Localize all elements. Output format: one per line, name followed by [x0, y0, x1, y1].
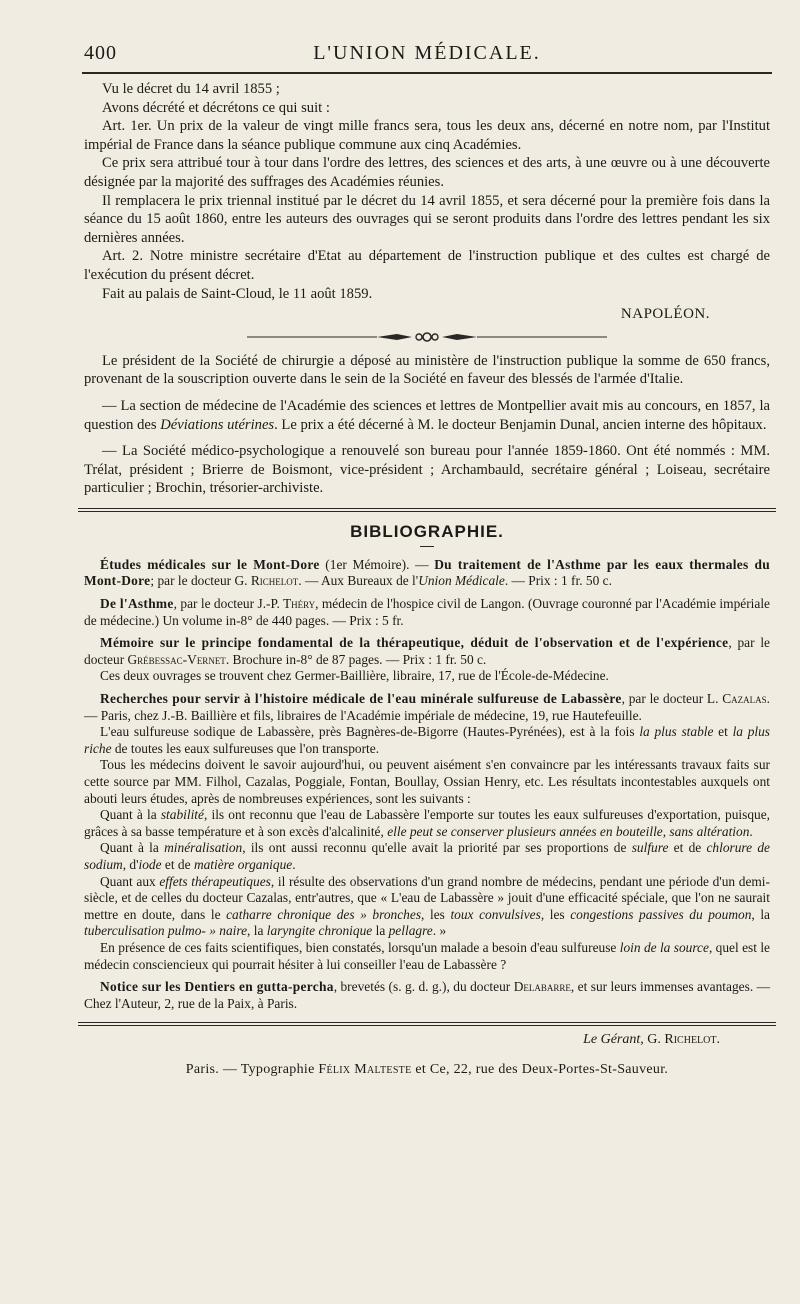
decree-paragraph: Fait au palais de Saint-Cloud, le 11 août 1859. [102, 285, 373, 302]
header-rule [82, 72, 772, 74]
page-number: 400 [84, 42, 117, 64]
bibliography-paragraph: Quant aux effets thérapeutiques, il résulte des observations d'un grand nombre de médecins, pendant une période d'un demi-siècle, et de celles du docteur Cazalas, entr'autres, que « L'eau de Labassère » jouit d'une efficacité spéciale, que l'on ne saurait mettre en doute, dans le catharre chronique des » bronches, les toux convulsives, les congestions passives du poumon, la tuberculisation pulmo- » naire, la laryngite chronique la pellagre. » [84, 873, 770, 939]
bibliography-paragraph: L'eau sulfureuse sodique de Labassère, près Bagnères-de-Bigorre (Hautes-Pyrénées), est à la fois la plus stable et la plus riche de toutes les eaux sulfureuses que l'on transporte. [84, 724, 771, 756]
decree-paragraph: Avons décrété et décrétons ce qui suit : [102, 99, 330, 116]
decree-paragraph: Art. 2. Notre ministre secrétaire d'Etat au département de l'instruction publique et des cultes est chargé de l'exécution du présent décret. [84, 248, 770, 283]
decree-paragraph: Vu le décret du 14 avril 1855 ; [102, 81, 280, 97]
bibliography-entry: De l'Asthme, par le docteur J.-P. Théry, médecin de l'hospice civil de Langon. (Ouvrage couronné par l'Académie impériale de médecine.) Un volume in-8° de 440 pages. — Prix : 5 fr. [84, 596, 770, 628]
decree-paragraph: Il remplacera le prix triennal institué par le décret du 14 avril 1855, et sera décerné pour la première fois dans la séance du 15 août 1860, entre les auteurs des ouvrages qui se seront produits dans l'ordre des lettres pendant les six dernières années. [84, 192, 770, 246]
page-header [84, 38, 770, 72]
title-dash [420, 546, 434, 547]
ornament-icon [247, 330, 607, 344]
running-head: L'UNION MÉDICALE. [313, 42, 541, 64]
bibliography-paragraph: Tous les médecins doivent le savoir aujourd'hui, ou peuvent aisément s'en convaincre par les intéressants travaux faits sur cette source par MM. Filhol, Cazalas, Poggiale, Fontan, Boullay, Ossian Henry, etc. Les résultats incontestables auxquels ont abouti leurs études, après de nombreuses expériences, sont les suivants : [84, 757, 770, 806]
news-paragraph: — La Société médico-psychologique a renouvelé son bureau pour l'année 1859-1860. Ont été nommés : MM. Trélat, président ; Brierre de Boismont, vice-président ; Archambauld, secrétaire général ; Loiseau, secrétaire particulier ; Brochin, trésorier-archiviste. [84, 443, 770, 497]
footer-rule [78, 1022, 776, 1026]
bibliography-title: BIBLIOGRAPHIE. [350, 521, 504, 541]
printer-imprint: Paris. — Typographie Félix Malteste et Ce, 22, rue des Deux-Portes-St-Sauveur. [185, 1062, 669, 1078]
decree-paragraph: Art. 1er. Un prix de la valeur de vingt mille francs sera, tous les deux ans, décerné en notre nom, par l'Institut impérial de France dans la séance publique commune aux cinq Académies. [84, 118, 770, 153]
ornament-divider [84, 330, 770, 344]
decree-paragraph: Ce prix sera attribué tour à tour dans l'ordre des lettres, des sciences et des arts, à une œuvre ou à une découverte désignée par la majorité des suffrages des Académies réunies. [84, 155, 770, 190]
bibliography-section [84, 557, 770, 1012]
news-paragraph: — La section de médecine de l'Académie des sciences et lettres de Montpellier avait mis au concours, en 1857, la question des Déviations utérines. Le prix a été décerné à M. le docteur Benjamin Dunal, ancien interne des hôpitaux. [84, 397, 770, 433]
bibliography-paragraph: En présence de ces faits scientifiques, bien constatés, lorsqu'un malade a besoin d'eau sulfureuse loin de la source, quel est le médecin consciencieux qui pourrait hésiter à lui conseiller l'eau de Labassère ? [84, 939, 771, 972]
gerant-signature: Le Gérant, G. Richelot. [583, 1032, 720, 1048]
decree-signature: NAPOLÉON. [620, 306, 710, 323]
bibliography-entry: Notice sur les Dentiers en gutta-percha, brevetés (s. g. d. g.), du docteur Delabarre, et sur leurs immenses avantages. — Chez l'Auteur, 2, rue de la Paix, à Paris. [84, 979, 770, 1011]
decree-section [84, 80, 770, 324]
bibliography-entry: Recherches pour servir à l'histoire médicale de l'eau minérale sulfureuse de Labassère, par le docteur L. Cazalas. — Paris, chez J.-B. Baillière et fils, libraires de l'Académie impériale de médecine, 19, rue Hautefeuille. [84, 691, 770, 723]
section-rule [78, 508, 776, 512]
bibliography-paragraph: Quant à la minéralisation, ils ont aussi reconnu qu'elle avait la priorité par ses proportions de sulfure et de chlorure de sodium, d'iode et de matière organique. [84, 840, 770, 872]
news-section [84, 352, 770, 498]
news-paragraph: Le président de la Société de chirurgie a déposé au ministère de l'instruction publique la somme de 650 francs, provenant de la souscription ouverte dans le sein de la Société en faveur des blessés de l'armée d'Italie. [84, 352, 770, 388]
bibliography-entry: Mémoire sur le principe fondamental de la thérapeutique, déduit de l'observation et de l'expérience, par le docteur Grébessac-Vernet. Brochure in-8° de 87 pages. — Prix : 1 fr. 50 c. [84, 635, 770, 667]
bibliography-entry: Études médicales sur le Mont-Dore (1er Mémoire). — Du traitement de l'Asthme par les eaux thermales du Mont-Dore; par le docteur G. Richelot. — Aux Bureaux de l'Union Médicale. — Prix : 1 fr. 50 c. [84, 556, 770, 589]
bibliography-paragraph: Quant à la stabilité, ils ont reconnu que l'eau de Labassère l'emporte sur toutes les eaux sulfureuses d'exportation, puisque, grâces à sa basse température et à son excès d'alcalinité, elle peut se conserver plusieurs années en bouteille, sans altération. [84, 807, 770, 839]
bibliography-note: Ces deux ouvrages se trouvent chez Germer-Baillière, libraire, 17, rue de l'École-de-Médecine. [100, 668, 609, 684]
